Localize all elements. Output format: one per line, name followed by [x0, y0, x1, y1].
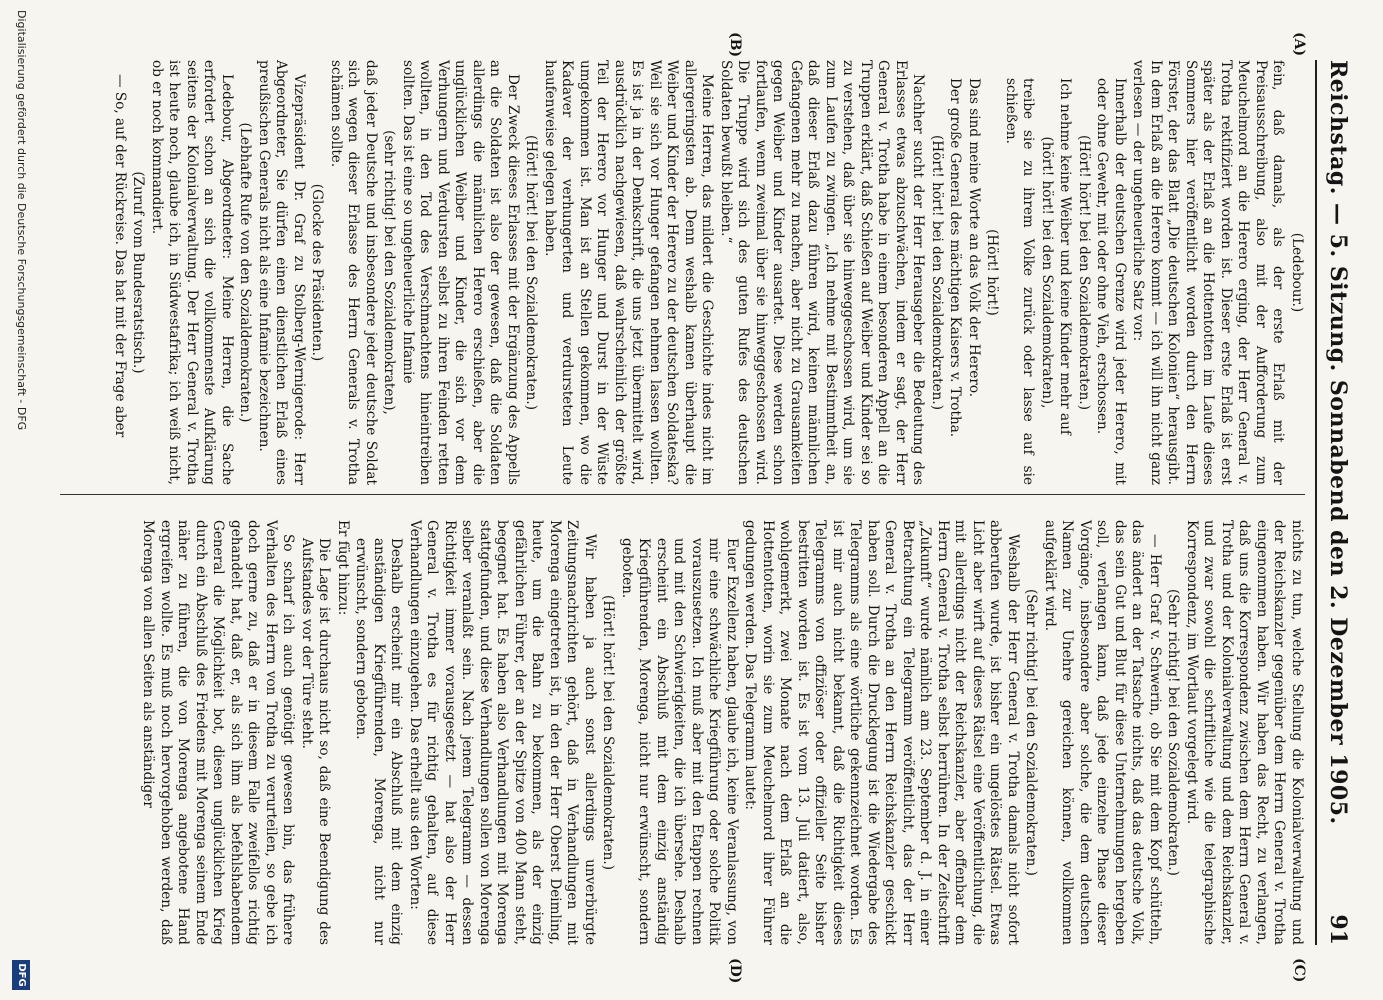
interjection: (Zuruf vom Bundesratstisch.) — [130, 171, 147, 374]
paragraph: nichts zu tun, welche Stellung die Kolonialverwaltung und der Reichskanzler gegenüber dem Herrn General v. Trotha eingenommen haben. Wir haben das Recht, zu verlangen, daß uns die Korrespondenz zwischen dem Herrn General v. Trotha und der Kolonialverwaltung und dem Reichskanzler, und zwar sowohl die schriftliche wie die telegraphische Korrespondenz, im Wortlaut vorgelegt wird. — [1184, 520, 1305, 945]
interjection: (Hört! hört! bei den Sozialdemokraten.) — [929, 134, 945, 410]
interjection: (hört! hört! bei den Sozialdemokraten), — [1039, 136, 1055, 409]
speaker-paragraph: Vizepräsident Dr. Graf zu Stolberg-Wernigerode: Herr Abgeordneter, Sie dürfen einen dienstlichen Erlaß eines preußischen Generals nicht als eine Infamie bezeichnen. — [256, 60, 307, 485]
paragraph: Wir haben ja auch sonst allerdings unverbürgte Zeitungsnachrichten gehört, daß in Verhandlungen mit Morenga eingetreten ist, in den der Herr Oberst Deimling, heute, um die Bahn zu bekommen, als der einzig gefährlichen Führer, der an der Spitze von 400 Mann steht, begegnet hat. Es haben also Verhandlungen mit Morenga stattgefunden, und diese Verhandlungen sollen von Morenga selber veranlaßt sein. Nach jenem Telegramm — dessen Richtigkeit immer vorausgesetzt — hat also der Herr General v. Trotha es für richtig gehalten, auf diese Verhandlungen einzugehen. Das erhellt aus den Worten: — [407, 520, 598, 945]
dfg-credit: Digitalisierung gefördert durch die Deutsche Forschungsgemeinschaft - DFG — [15, 10, 28, 431]
interjection: (sehr richtig! bei den Sozialdemokraten), — [381, 130, 398, 415]
speaker-paragraph: Ledebour, Abgeordneter: Meine Herren, die Sache erfordert schon an sich die vollkommenste Aufklärung seitens der Kolonialverwaltung. Der Herr General v. Trotha ist heute noch, glaube ich, in Südwestafrika; ich weiß nicht, ob er noch kommandiert. — [149, 60, 235, 485]
margin-marker-a: (A) — [1291, 32, 1307, 57]
quote: Euer Exzellenz haben, glaube ich, keine Veranlassung, von mir eine schwächliche Kriegführung oder solche Politik vorauszusetzen. Ich muß aber mit den Etappen rechnen und mit den Schwierigkeiten, die ich übersehe. Deshalb erscheint ein Abschluß mit dem einzig anständig Kriegführenden, Morenga, nicht nur erwünscht, sondern geboten. — [619, 538, 740, 945]
interjection: (Hört! hört! bei den Sozialdemokraten.) — [523, 134, 540, 410]
paragraph: Der Zweck dieses Erlasses mit der Ergänzung des Appells an die Soldaten ist also der gewesen, daß die Soldaten allerdings die männlichen Herero erschießen, aber die unglücklichen Weiber und Kinder, die sich vor dem Verhungern und Verdursten selbst zu ihren Feinden retten wollten, in den Tod des Verschmachtens hineintreiben sollten. Das ist eine so ungeheuerliche Infamie — [400, 60, 521, 485]
margin-marker-d: (D) — [727, 958, 743, 984]
left-column — [110, 60, 1306, 485]
paragraph: Nachher sucht der Herr Herausgeber die Bedeutung des Erlasses etwas abzuschwächen, indem er sagt, der Herr General v. Trotha habe in einem besonderen Appell an die Truppen erklärt, daß Schießen auf Weiber und Kinder sei so zu verstehen, daß über sie hinweggeschossen wird, um sie zum Laufen zu zwingen. „Ich nehme mit Bestimmtheit an, daß dieser Erlaß dazu führen wird, keinen männlichen Gefangenen mehr zu machen, aber nicht zu Grausamkeiten gegen Weiber und Kinder ausartet. Diese werden schon fortlaufen, wenn zweimal über sie hinweggeschossen wird. Die Truppe wird sich des guten Rufes des deutschen Soldaten bewußt bleiben.“ — [718, 60, 927, 485]
interjection: (Sehr richtig! bei den Sozialdemokraten.) — [1165, 589, 1182, 876]
quote: Die Lage ist durchaus nicht so, daß eine Beendigung des Aufstandes vor der Türe steht. — [299, 538, 333, 945]
paragraph: Weshalb der Herr General v. Trotha damals nicht sofort abberufen wurde, ist bisher ein ungelöstes Rätsel. Etwas Licht aber wirft auf dieses Rätsel eine Veröffentlichung, die mit allerdings nicht der Reichskanzler, aber offenbar dem Herrn General v. Trotha selbst herrühren. In der Zeitschrift „Zukunft“ wurde nämlich am 23. September d. J. in einer Betrachtung ein Telegramm veröffentlicht, das der Herr General v. Trotha an den Herrn Reichskanzler geschickt haben soll. Durch die Drucklegung ist die Wiedergabe des Telegramms als eine wörtliche gekennzeichnet worden. Es ist mir auch nicht bekannt, daß die Richtigkeit dieses Telegramms von offiziöser oder offizieller Seite bisher bestritten worden ist. Es ist vom 13. Juli datiert, also, wohlgemerkt, zwei Monate nach dem Erlaß an die Hottentotten, worin sie zum Meuchelmord ihrer Führer gedungen werden. Das Telegramm lautet: — [742, 520, 1021, 945]
paragraph: fein, daß damals, als der erste Erlaß mit der Preisausschreibung, also mit der Aufforderung zum Meuchelmord an die Herero erging, der Herr General v. Trotha rektifiziert worden ist. Dieser erste Erlaß ist erst später als der Erlaß an die Hottentotten im Laufe dieses Sommers hier veröffentlicht worden durch den Herrn Förster, der das Blatt „Die deutschen Kolonien“ herausgibt. In dem Erlaß an die Herero kommt — ich will ihn nicht ganz verlesen — der ungeheuerliche Satz vor: — [1130, 60, 1287, 485]
paragraph: So scharf ich auch genötigt gewesen bin, das frühere Verhalten des Herrn von Trotha zu verurteilen, so gebe ich doch gerne zu, daß er in diesem Falle zweifellos richtig gehandelt hat, daß er, als sich ihm als befehlshabendem General die Möglichkeit bot, diesen unglücklichen Krieg durch ein Abschluß des Friedens mit Morenga seinem Ende näher zu führen, die von Morenga angebotene Hand ergreifen wollte. Es muß noch hervorgehoben werden, daß Morenga von allen Seiten als anständiger — [140, 520, 297, 945]
quote: Ich nehme keine Weiber und keine Kinder mehr auf — [1057, 78, 1074, 435]
interjection: (Glocke des Präsidenten.) — [309, 183, 326, 362]
quote: Deshalb erscheint mir ein Abschluß mit dem einzig anständigen Kriegführenden, Morenga, nicht nur erwünscht, sondern geboten. — [353, 538, 405, 945]
dfg-logo: DFG — [12, 960, 30, 990]
paragraph: — So, auf der Rückreise. Das hat mit der Frage aber — [112, 74, 128, 438]
paragraph: — Herr Graf v. Schwerin, ob Sie mit dem Kopf schütteln, das ändert an der Tatsache nichts, daß das deutsche Volk, das sein Gut und Blut für diese Unternehmungen hergeben soll, verlangen kann, daß jede einzelne Phase dieser Vorgänge, insbesondere aber solche, die dem deutschen Namen zur Unehre gereichen können, vollkommen aufgeklärt wird. — [1042, 520, 1163, 945]
page-number: 91 — [1325, 914, 1351, 945]
paragraph: Meine Herren, das mildert die Geschichte indes nicht im allergeringsten ab. Denn weshalb kamen überhaupt die Weiber und Kinder der Herero zu der deutschen Soldateska? Weil sie sich vor Hunger gefangen nehmen lassen wollten. Es ist ja in der Denkschrift, die uns jetzt übermittelt wird, ausdrücklich nachgewiesen, daß wahrscheinlich der größte Teil der Herero vor Hunger und Durst in der Wüste umgekommen ist. Man ist an Stellen gekommen, wo die Kadaver der verhungerten und verdursteten Leute haufenweise gelegen haben. — [542, 60, 716, 485]
column-divider — [60, 494, 1305, 495]
page-title: Reichstag. — 5. Sitzung. Sonnabend den 2. Dezember 1905. — [1325, 60, 1351, 825]
quote: Das sind meine Worte an das Volk der Herero. — [966, 78, 982, 398]
interjection: (Lebhafte Rufe von den Sozialdemokraten.) — [237, 122, 254, 423]
speaker-heading: (Ledebour.) — [1289, 232, 1305, 313]
margin-marker-c: (C) — [1291, 958, 1307, 983]
interjection: (Hört! hört!) — [984, 229, 1001, 316]
interjection: (Hört! hört! bei den Sozialdemokraten.) — [600, 594, 617, 870]
interjection: (Sehr richtig! bei den Sozialdemokraten.) — [1023, 589, 1040, 876]
digitization-footer — [0, 0, 38, 1000]
quote: treibe sie zu ihrem Volke zurück oder lasse auf sie schießen. — [1003, 78, 1037, 485]
paragraph: Er fügt hinzu: — [335, 520, 351, 616]
quote-signature: Der große General des mächtigen Kaisers v. Trotha. — [947, 78, 964, 438]
page-header — [1315, 60, 1355, 945]
right-column — [138, 520, 1305, 945]
paragraph: daß jeder Deutsche und insbesondere jeder deutsche Soldat sich wegen dieser Erlasse des Herrn Generals v. Trotha schämen sollte. — [328, 60, 379, 485]
quote: Innerhalb der deutschen Grenze wird jeder Herero, mit oder ohne Gewehr, mit oder ohne Vieh, erschossen. — [1094, 78, 1128, 485]
margin-marker-b: (B) — [727, 32, 743, 58]
interjection: (Hört! hört! bei den Sozialdemokraten.) — [1076, 134, 1092, 410]
